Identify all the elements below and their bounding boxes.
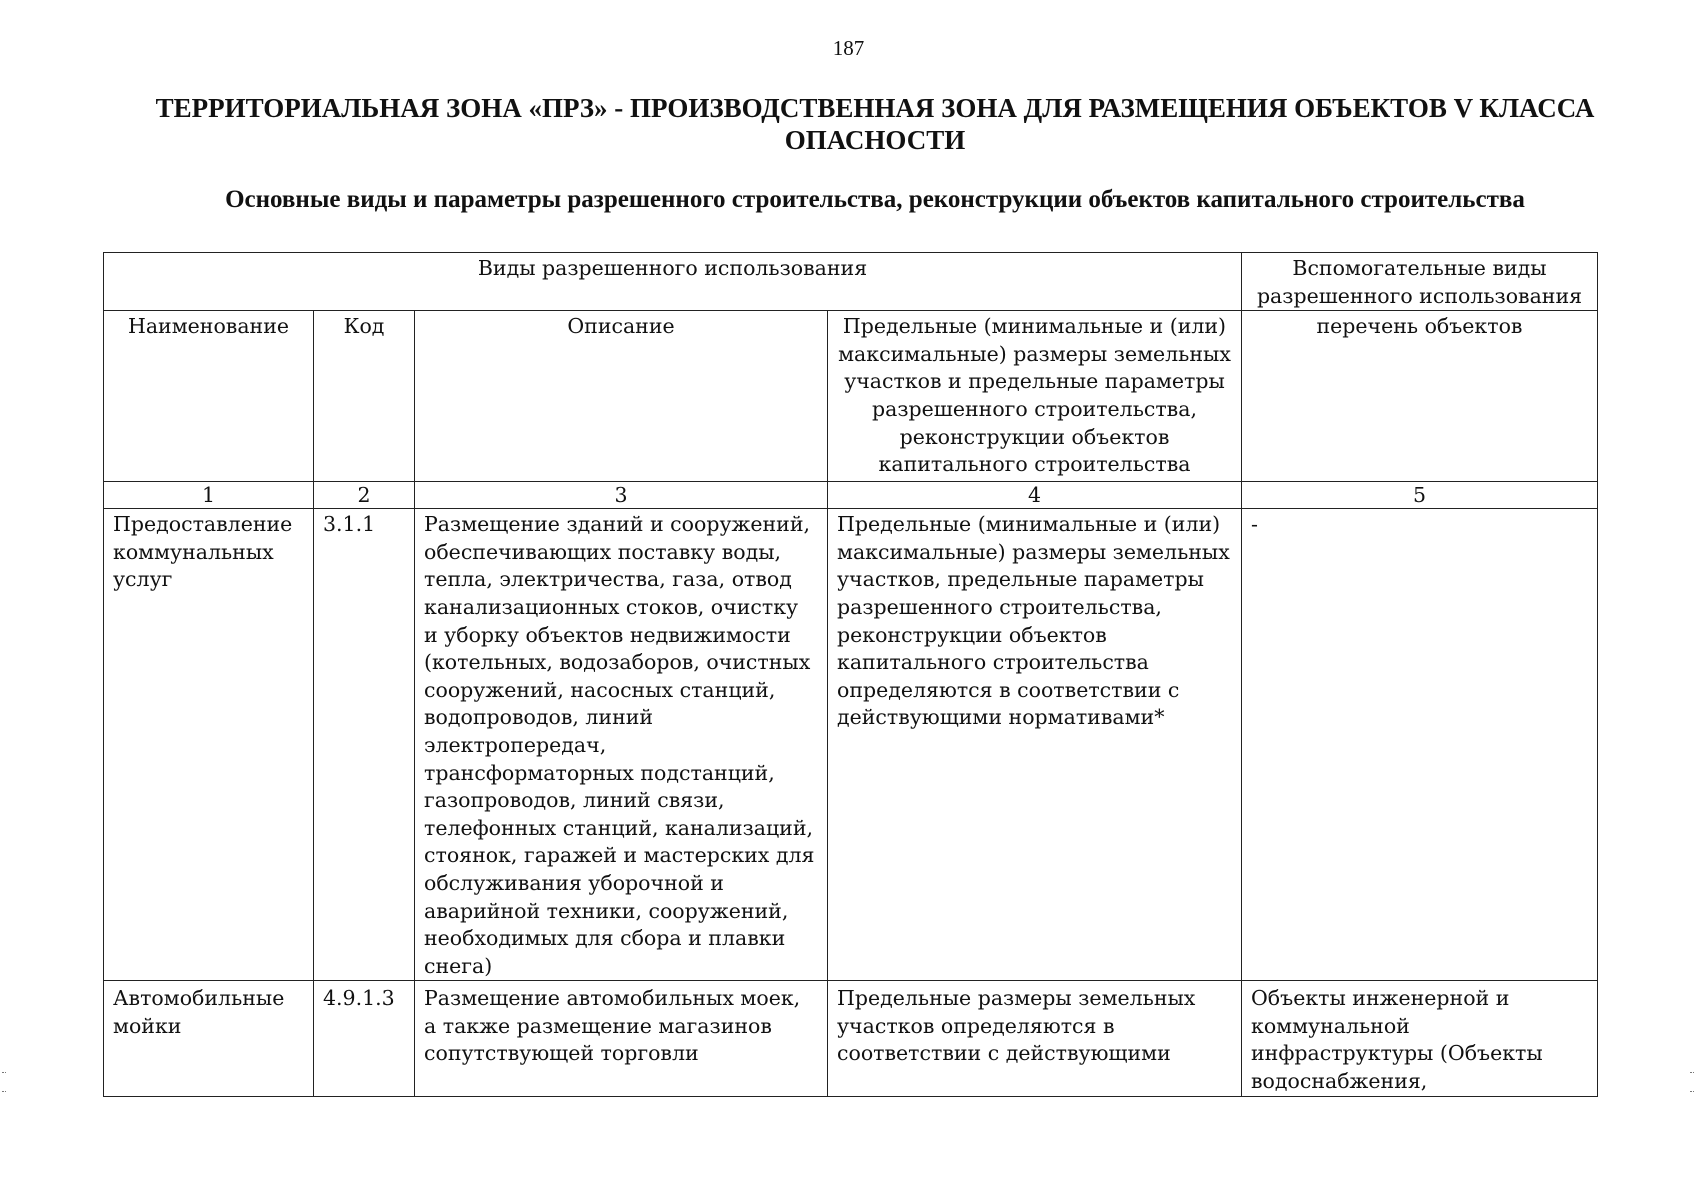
zone-title: ТЕРРИТОРИАЛЬНАЯ ЗОНА «ПРЗ» - ПРОИЗВОДСТВЕННАЯ ЗОНА ДЛЯ РАЗМЕЩЕНИЯ ОБЪЕКТОВ V КЛАССА ОПАСНОСТИ: [155, 93, 1595, 155]
column-header-objects: перечень объектов: [1242, 311, 1598, 482]
column-header-limits: Предельные (минимальные и (или) максимальные) размеры земельных участков и предельные параметры разрешенного строительства, реконструкции объектов капитального строительства: [828, 311, 1242, 482]
left-scan-mark: [2, 1072, 6, 1092]
table-group-header-row: [104, 253, 1598, 311]
right-scan-mark: [1690, 1072, 1694, 1092]
cell-code: 3.1.1: [314, 509, 415, 981]
column-number: 3: [415, 482, 828, 509]
group-header-main: Виды разрешенного использования: [104, 253, 1242, 311]
cell-limits: Предельные размеры земельных участков определяются в соответствии с действующими: [828, 981, 1242, 1096]
column-number: 4: [828, 482, 1242, 509]
column-header-name: Наименование: [104, 311, 314, 482]
table-column-number-row: [104, 482, 1598, 509]
column-number: 2: [314, 482, 415, 509]
cell-description: Размещение автомобильных моек, а также размещение магазинов сопутствующей торговли: [415, 981, 828, 1096]
page-number: 187: [832, 36, 865, 60]
table-row: [104, 981, 1598, 1096]
column-number: 1: [104, 482, 314, 509]
table-row: [104, 509, 1598, 981]
column-header-code: Код: [314, 311, 415, 482]
cell-name: Предоставление коммунальных услуг: [104, 509, 314, 981]
column-header-description: Описание: [415, 311, 828, 482]
cell-name: Автомобильные мойки: [104, 981, 314, 1096]
cell-objects: Объекты инженерной и коммунальной инфраструктуры (Объекты водоснабжения,: [1242, 981, 1598, 1096]
section-title: Основные виды и параметры разрешенного строительства, реконструкции объектов капитального строительства: [225, 186, 1525, 213]
cell-code: 4.9.1.3: [314, 981, 415, 1096]
group-header-auxiliary: Вспомогательные виды разрешенного использования: [1242, 253, 1598, 311]
cell-description: Размещение зданий и сооружений, обеспечивающих поставку воды, тепла, электричества, газа, отвод канализационных стоков, очистку и уборку объектов недвижимости (котельных, водозаборов, очистных сооружений, насосных станций, водопроводов, линий электропередач, трансформаторных подстанций, газопроводов, линий связи, телефонных станций, канализаций, стоянок, гаражей и мастерских для обслуживания уборочной и аварийной техники, сооружений, необходимых для сбора и плавки снега): [415, 509, 828, 981]
cell-objects: -: [1242, 509, 1598, 981]
table-column-header-row: [104, 311, 1598, 482]
column-number: 5: [1242, 482, 1598, 509]
cell-limits: Предельные (минимальные и (или) максимальные) размеры земельных участков, предельные параметры разрешенного строительства, реконструкции объектов капитального строительства определяются в соответствии с действующими нормативами*: [828, 509, 1242, 981]
permitted-use-table: [103, 252, 1598, 1097]
